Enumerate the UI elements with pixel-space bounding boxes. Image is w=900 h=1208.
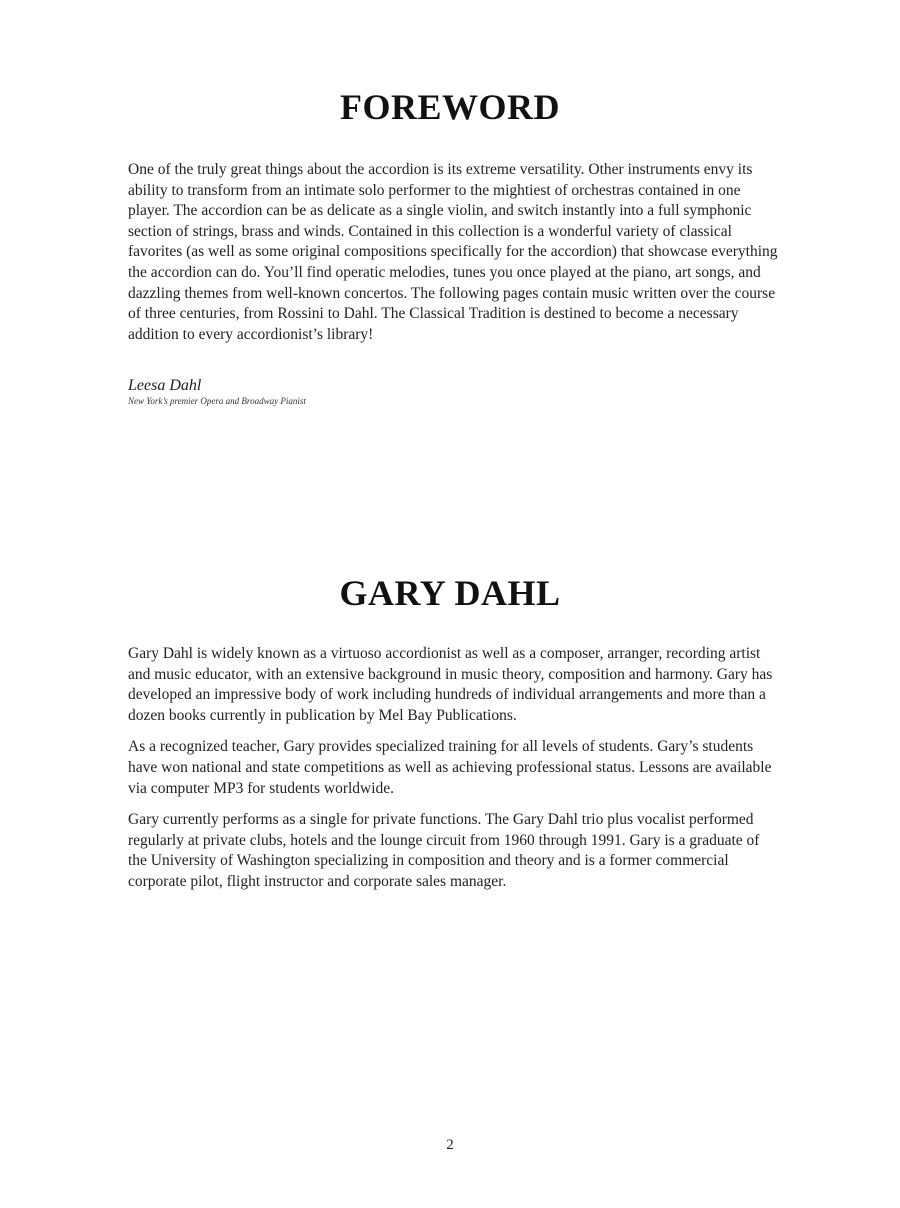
bio-title: GARY DAHL xyxy=(339,573,561,613)
foreword-signature xyxy=(128,377,528,407)
foreword-title: FOREWORD xyxy=(340,87,560,127)
page-number: 2 xyxy=(446,1137,454,1153)
bio-paragraph: Gary currently performs as a single for private functions. The Gary Dahl trio plus vocalist performed regularly at private clubs, hotels and the lounge circuit from 1960 through 1991. Gary is a graduate of the University of Washington specializing in composition and theory and is a former commercial corporate pilot, flight instructor and corporate sales manager. xyxy=(128,811,760,890)
foreword-body xyxy=(128,160,778,356)
signature-credit: New York’s premier Opera and Broadway Pianist xyxy=(128,396,306,406)
signature-name: Leesa Dahl xyxy=(128,377,202,394)
bio-body xyxy=(128,644,778,904)
foreword-paragraph: One of the truly great things about the accordion is its extreme versatility. Other instruments envy its ability to transform from an intimate solo performer to the mightiest of orchestras contained in one player. The accordion can be as delicate as a single violin, and switch instantly into a full symphonic section of strings, brass and winds. Contained in this collection is a wonderful variety of classical favorites (as well as some original compositions specifically for the accordion) that showcase everything the accordion can do. You’ll find operatic melodies, tunes you once played at the piano, art songs, and dazzling themes from well-known concertos. The following pages contain music written over the course of three centuries, from Rossini to Dahl. The Classical Tradition is destined to become a necessary addition to every accordionist’s library! xyxy=(128,161,778,343)
bio-paragraph: Gary Dahl is widely known as a virtuoso accordionist as well as a composer, arranger, recording artist and music educator, with an extensive background in music theory, composition and harmony. Gary has developed an impressive body of work including hundreds of individual arrangements and more than a dozen books currently in publication by Mel Bay Publications. xyxy=(128,645,773,724)
bio-paragraph: As a recognized teacher, Gary provides specialized training for all levels of students. Gary’s students have won national and state competitions as well as achieving professional status. Lessons are available via computer MP3 for students worldwide. xyxy=(128,738,772,797)
